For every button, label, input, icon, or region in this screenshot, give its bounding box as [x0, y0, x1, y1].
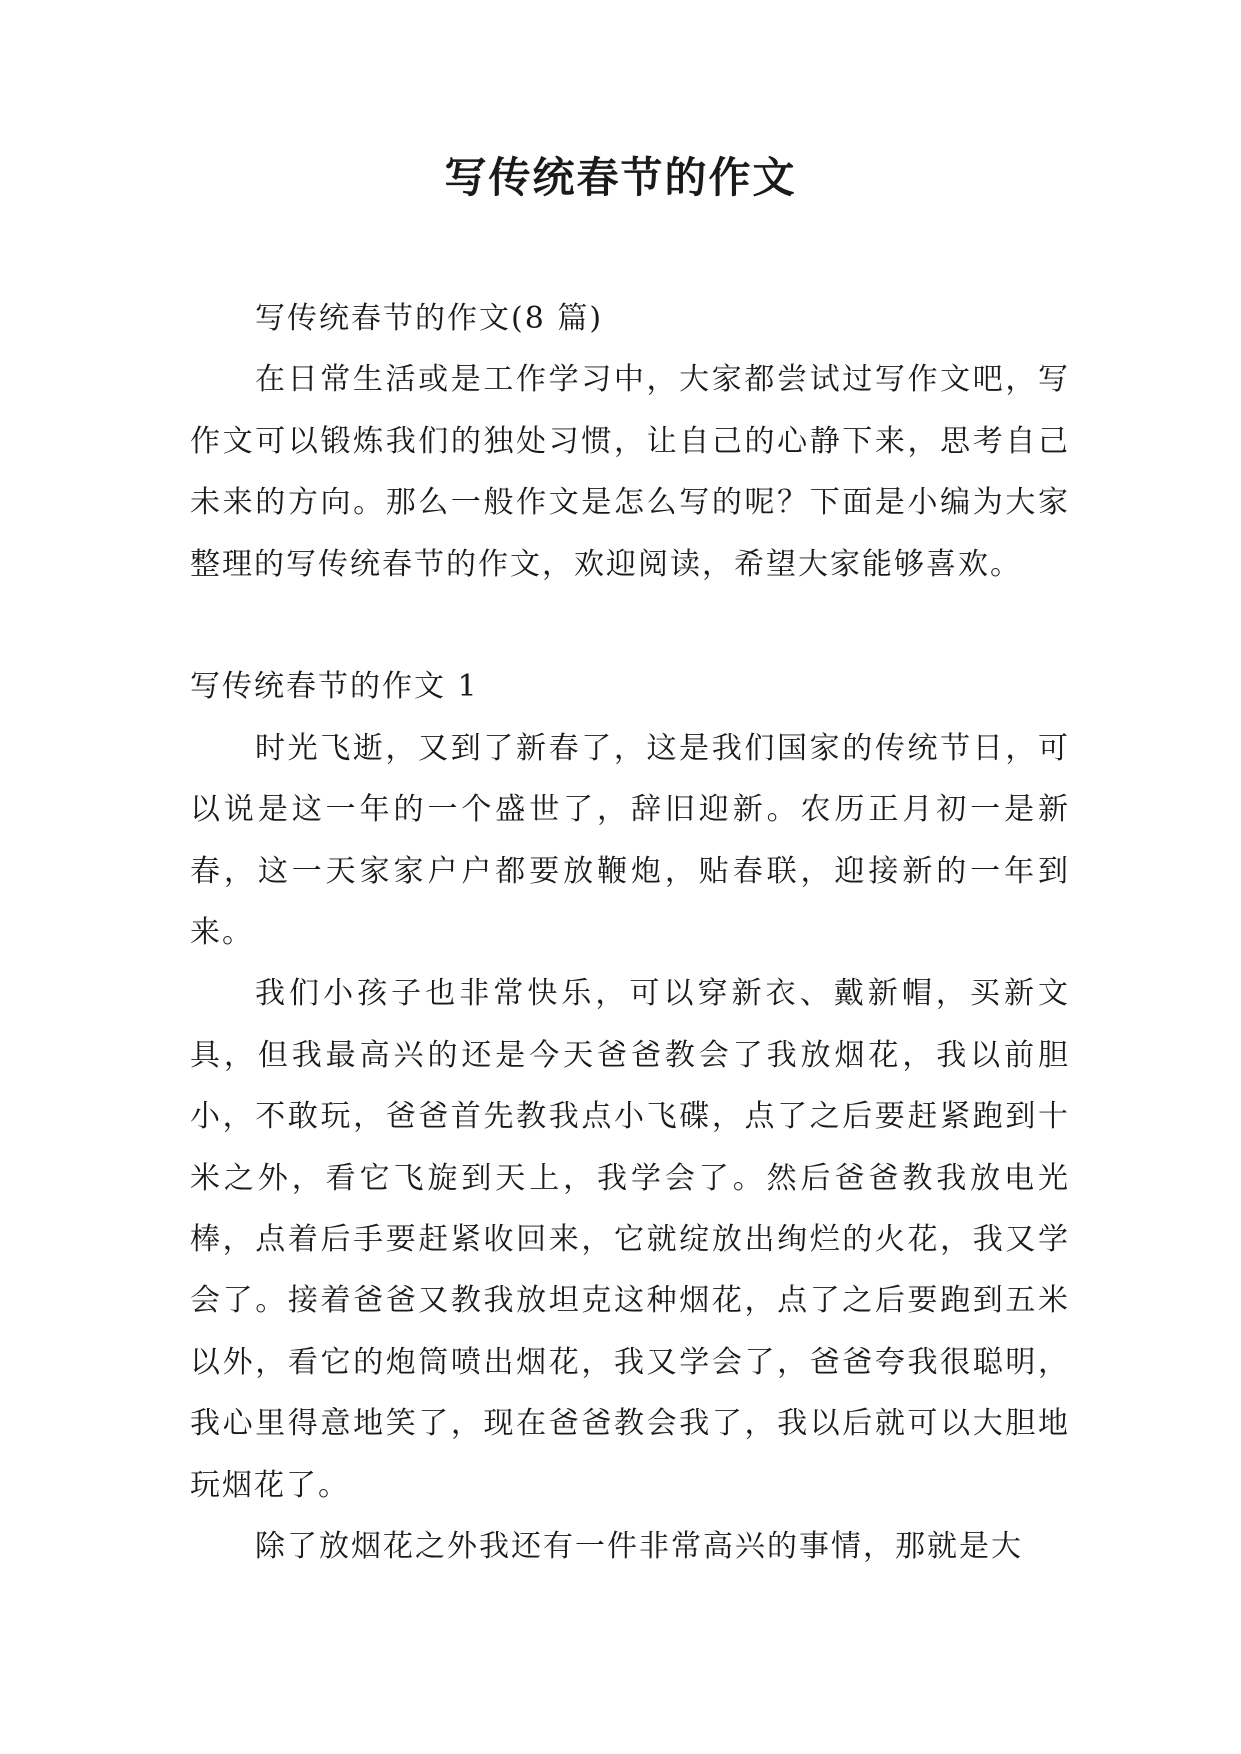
body-paragraph: 我们小孩子也非常快乐，可以穿新衣、戴新帽，买新文具，但我最高兴的还是今天爸爸教会了我放烟花，我以前胆小，不敢玩，爸爸首先教我点小飞碟，点了之后要赶紧跑到十米之外，看它飞旋到天上，我学会了。然后爸爸教我放电光棒，点着后手要赶紧收回来，它就绽放出绚烂的火花，我又学会了。接着爸爸又教我放坦克这种烟花，点了之后要跑到五米以外，看它的炮筒喷出烟花，我又学会了，爸爸夸我很聪明，我心里得意地笑了，现在爸爸教会我了，我以后就可以大胆地玩烟花了。	[190, 976, 1070, 1503]
intro-paragraph: 在日常生活或是工作学习中，大家都尝试过写作文吧，写作文可以锻炼我们的独处习惯，让自己的心静下来，思考自己未来的方向。那么一般作文是怎么写的呢？下面是小编为大家整理的写传统春节的作文，欢迎阅读，希望大家能够喜欢。	[190, 362, 1070, 582]
document-title: 写传统春节的作文	[444, 153, 797, 202]
document-body	[190, 288, 1070, 1578]
section-spacer	[190, 595, 1070, 656]
document-subtitle: 写传统春节的作文(8 篇)	[255, 301, 604, 336]
section-heading: 写传统春节的作文 1	[190, 669, 479, 705]
body-paragraph: 时光飞逝，又到了新春了，这是我们国家的传统节日，可以说是这一年的一个盛世了，辞旧迎新。农历正月初一是新春，这一天家家户户都要放鞭炮，贴春联，迎接新的一年到来。	[190, 730, 1070, 951]
body-paragraph: 除了放烟花之外我还有一件非常高兴的事情，那就是大	[255, 1529, 1023, 1565]
